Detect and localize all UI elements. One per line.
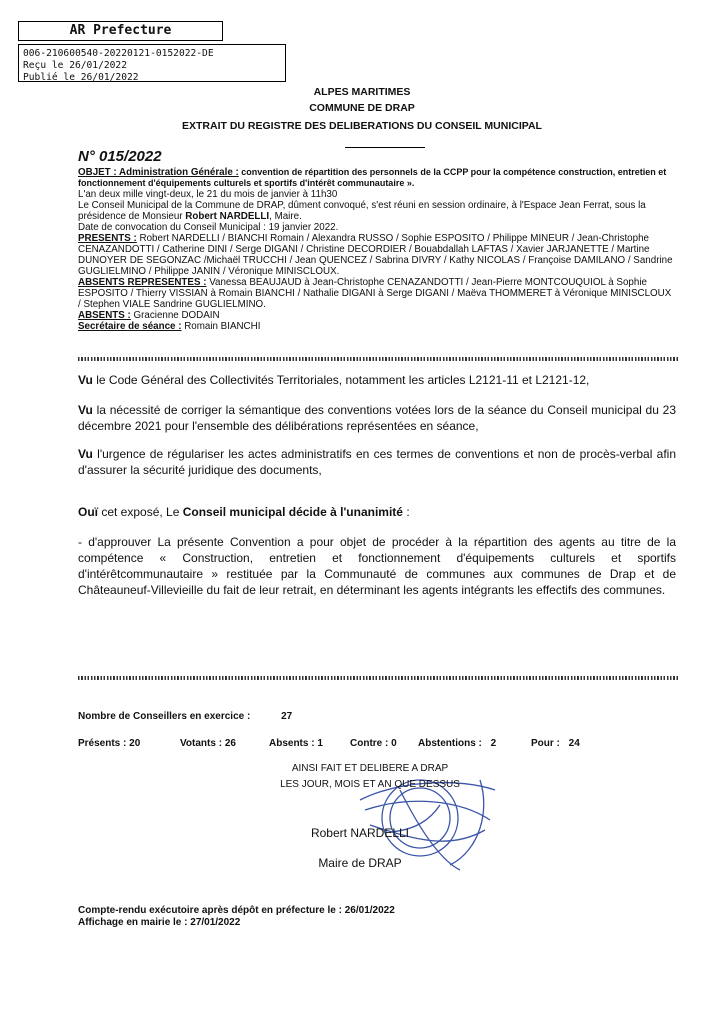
absents-label: ABSENTS : bbox=[78, 310, 131, 321]
separator-stars-top bbox=[78, 357, 678, 361]
contre-value: 0 bbox=[391, 738, 397, 749]
secretary-name: Romain BIANCHI bbox=[181, 321, 261, 332]
absents-stat-label: Absents : bbox=[269, 738, 315, 749]
footer-executory: Compte-rendu exécutoire après dépôt en préfecture le : 26/01/2022 bbox=[78, 905, 395, 916]
header-underline bbox=[345, 147, 425, 148]
signature-line-1: AINSI FAIT ET DELIBERE A DRAP bbox=[291, 763, 449, 774]
oui-paragraph bbox=[78, 504, 676, 520]
conseillers-count bbox=[78, 711, 292, 722]
presents-stat-value: 20 bbox=[129, 738, 141, 749]
objet-text: convention de répartition des personnels de la CCPP pour la compétence construction, entretien et fonctionnement d'équipements culturels et sportifs d'intérêt communautaire ». bbox=[78, 167, 667, 188]
objet-label: OBJET : Administration Générale : bbox=[78, 167, 239, 178]
presents-paragraph bbox=[78, 233, 676, 277]
stat-abstentions bbox=[418, 738, 496, 749]
oui-colon: : bbox=[402, 505, 410, 519]
oui-text: cet exposé, Le bbox=[98, 505, 183, 519]
header-commune: COMMUNE DE DRAP bbox=[309, 102, 415, 114]
objet-paragraph bbox=[78, 167, 676, 189]
vu-text: la nécessité de corriger la sémantique des conventions votées lors de la séance du Conseil municipal du 23 décembre 2021 pour l'ensemble des délibérations représentées en séance, bbox=[78, 403, 676, 433]
vu-label: Vu bbox=[78, 403, 93, 417]
mayor-name: Robert NARDELLI bbox=[310, 826, 410, 840]
secretary-label: Secrétaire de séance : bbox=[78, 321, 182, 332]
footer-display: Affichage en mairie le : 27/01/2022 bbox=[78, 917, 241, 928]
vu-text: l'urgence de régulariser les actes administratifs en ces termes de conventions et non de procès-verbal afin d'assurer la sécurité juridique des documents, bbox=[78, 447, 676, 477]
votants-label: Votants : bbox=[180, 738, 223, 749]
stamp-line-received: Reçu le 26/01/2022 bbox=[23, 60, 127, 71]
presents-list: Robert NARDELLI / BIANCHI Romain / Alexandra RUSSO / Sophie ESPOSITO / Philippe MINEUR / Jean-Christophe CENAZANDOTTI / Catherine DINI / Serge DIGANI / Christine DECORDIER / Bouabdallah LAFTAS / Xavier JARJANETTE / Martine DUNOYER DE SEGONZAC /Michaël TRUCCHI / Jean QUENCEZ / Sabrina DIVRY / Kathy NICOLAS / Françoise DAMILANO / Sandrine GUGLIELMINO / Philippe JANIN / Véronique MINISCLOUX. bbox=[78, 233, 673, 277]
absents-represented-label: ABSENTS REPRESENTES : bbox=[78, 277, 207, 288]
signature-line-2: LES JOUR, MOIS ET AN QUE DESSUS bbox=[280, 779, 460, 790]
vu-paragraph-2 bbox=[78, 402, 676, 434]
absents-list: Gracienne DODAIN bbox=[130, 310, 220, 321]
convocation-date: Date de convocation du Conseil Municipal : 19 janvier 2022. bbox=[78, 222, 339, 233]
vu-paragraph-1 bbox=[78, 372, 676, 388]
absents-paragraph bbox=[78, 310, 676, 321]
convened-suffix: , Maire. bbox=[269, 211, 302, 222]
separator-stars-bottom bbox=[78, 676, 678, 680]
abstentions-label: Abstentions : bbox=[418, 738, 482, 749]
vu-paragraph-3 bbox=[78, 446, 676, 478]
decision-paragraph: - d'approuver La présente Convention a pour objet de procéder à la répartition des agents au titre de la compétence « Construction, entretien et fonctionnement d'équipements culturels et sportifs d'intérêtcommunautaire » restituée par la Communauté de communes aux communes de Drap et de Châteauneuf-Villevieille du fait de leur retrait, en déterminant les agents intégrants les effectifs des communes. bbox=[78, 535, 676, 597]
presents-stat-label: Présents : bbox=[78, 738, 127, 749]
session-date: L'an deux mille vingt-deux, le 21 du mois de janvier à 11h30 bbox=[78, 189, 338, 200]
absents-represented-list: Vanessa BEAUJAUD à Jean-Christophe CENAZANDOTTI / Jean-Pierre MONTCOUQUIOL à Sophie ESPOSITO / Thierry VISSIAN à Romain BIANCHI / Nathalie DIGANI à Serge DIGANI / Maëva THOMMERET à Véronique MINISCLOUX / Stephen VIALE Sandrine GUGLIELMINO. bbox=[78, 277, 672, 310]
session-convened bbox=[78, 200, 676, 222]
stat-presents bbox=[78, 738, 140, 749]
deliberation-body bbox=[78, 167, 676, 332]
stat-pour bbox=[531, 738, 580, 749]
stamp-line-id: 006-210600540-20220121-0152022-DE bbox=[23, 48, 214, 59]
decision-statement: Conseil municipal décide à l'unanimité bbox=[182, 505, 403, 519]
deliberation-number: N° 015/2022 bbox=[78, 148, 162, 165]
oui-word: Ouï bbox=[78, 505, 98, 519]
vu-label: Vu bbox=[78, 373, 93, 387]
absents-represented-paragraph bbox=[78, 277, 676, 310]
header-extract: EXTRAIT DU REGISTRE DES DELIBERATIONS DU CONSEIL MUNICIPAL bbox=[182, 120, 542, 132]
pour-label: Pour : bbox=[531, 738, 560, 749]
convened-text: Le Conseil Municipal de la Commune de DRAP, dûment convoqué, s'est réuni en session ordinaire, à l'Espace Jean Ferrat, sous la présidence de Monsieur bbox=[78, 200, 646, 222]
stat-votants bbox=[180, 738, 236, 749]
mayor-title: Maire de DRAP bbox=[318, 856, 402, 870]
conseillers-value: 27 bbox=[281, 711, 293, 722]
president-name: Robert NARDELLI bbox=[185, 211, 270, 222]
stat-absents bbox=[269, 738, 323, 749]
abstentions-value: 2 bbox=[490, 738, 497, 749]
header-department: ALPES MARITIMES bbox=[313, 86, 411, 98]
stat-contre bbox=[350, 738, 397, 749]
presents-label: PRESENTS : bbox=[78, 233, 137, 244]
stamp-title: AR Prefecture bbox=[18, 21, 223, 41]
stamp-line-published: Publié le 26/01/2022 bbox=[23, 72, 139, 83]
secretary-paragraph bbox=[78, 321, 676, 332]
pour-value: 24 bbox=[568, 738, 580, 749]
absents-stat-value: 1 bbox=[317, 738, 323, 749]
vu-label: Vu bbox=[78, 447, 93, 461]
contre-label: Contre : bbox=[350, 738, 389, 749]
conseillers-label: Nombre de Conseillers en exercice : bbox=[78, 711, 251, 722]
votants-value: 26 bbox=[224, 738, 236, 749]
vu-text: le Code Général des Collectivités Territoriales, notamment les articles L2121-11 et L2121-12, bbox=[92, 373, 590, 387]
stamp-box bbox=[18, 44, 286, 82]
